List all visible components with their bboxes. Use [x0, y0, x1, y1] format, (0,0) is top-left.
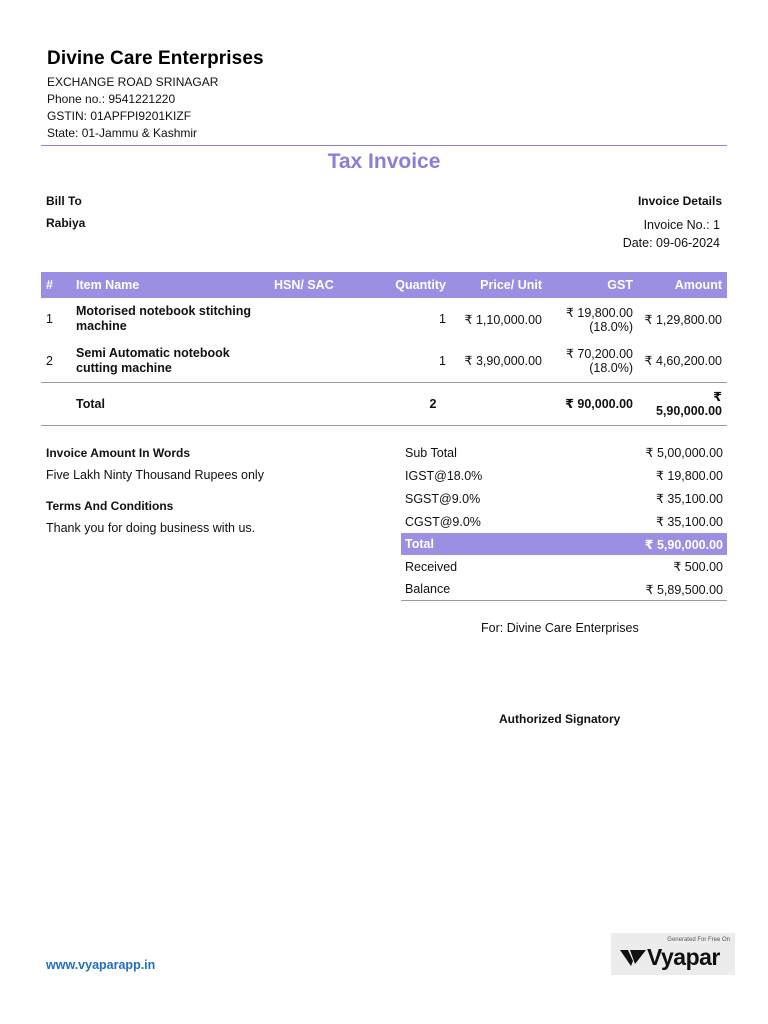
total-amount	[637, 382, 727, 425]
summary-row-subtotal	[401, 441, 727, 464]
summary-row-received	[401, 555, 727, 578]
header-divider	[41, 145, 727, 146]
company-gstin: GSTIN: 01APFPI9201KIZF	[47, 109, 192, 123]
summary-label: SGST@9.0%	[405, 491, 481, 506]
total-num-cell	[41, 382, 72, 425]
invoice-details-heading: Invoice Details	[637, 194, 722, 208]
company-phone: Phone no.: 9541221220	[47, 92, 176, 106]
row-item-name: Semi Automatic notebook cutting machine	[76, 345, 230, 375]
company-name: Divine Care Enterprises	[47, 48, 264, 69]
summary-value: ₹ 19,800.00	[655, 469, 723, 483]
row-num: 2	[46, 353, 53, 368]
table-header-row	[41, 272, 727, 298]
summary-value: ₹ 35,100.00	[655, 492, 723, 506]
vyapar-logo	[611, 933, 735, 975]
summary-row-cgst	[401, 510, 727, 533]
row-amount: ₹ 1,29,800.00	[644, 312, 722, 327]
company-header	[47, 48, 264, 140]
items-table	[41, 272, 727, 426]
row-gst-amount: ₹ 70,200.00	[565, 347, 633, 362]
terms-text: Thank you for doing business with us.	[46, 521, 256, 535]
authorized-signatory: Authorized Signatory	[499, 712, 621, 726]
header-hsn: HSN/ SAC	[270, 272, 350, 298]
bill-to-heading: Bill To	[46, 194, 82, 208]
row-num: 1	[46, 312, 53, 326]
summary-value: ₹ 5,00,000.00	[645, 446, 723, 460]
summary-label: CGST@9.0%	[405, 514, 481, 529]
brand-tagline: Generated For Free On	[667, 937, 730, 943]
total-label: Total	[72, 382, 270, 425]
summary-value: ₹ 5,90,000.00	[644, 537, 723, 552]
row-hsn	[270, 340, 350, 382]
summary-table	[401, 441, 727, 601]
summary-label: Sub Total	[405, 445, 457, 460]
summary-value: ₹ 500.00	[673, 560, 723, 574]
vyapar-mark-icon	[619, 948, 647, 968]
row-price: ₹ 3,90,000.00	[464, 354, 542, 369]
row-price: ₹ 1,10,000.00	[464, 312, 542, 327]
table-row	[41, 298, 727, 340]
company-state: State: 01-Jammu & Kashmir	[47, 126, 198, 140]
summary-row-balance	[401, 578, 727, 601]
header-item-name: Item Name	[72, 272, 270, 298]
summary-row-igst	[401, 464, 727, 487]
row-hsn	[270, 298, 350, 340]
row-gst	[546, 340, 637, 382]
row-amount: ₹ 4,60,200.00	[644, 354, 722, 369]
summary-value: ₹ 5,89,500.00	[645, 582, 723, 597]
row-quantity: 1	[439, 312, 446, 326]
brand-name: Vyapar	[647, 944, 720, 970]
bill-to-name: Rabiya	[46, 216, 86, 230]
header-gst: GST	[546, 272, 637, 298]
website-link[interactable]: www.vyaparapp.in	[46, 958, 156, 972]
total-hsn-cell	[270, 382, 350, 425]
for-company: For: Divine Care Enterprises	[481, 621, 639, 635]
header-num: #	[41, 272, 72, 298]
row-item-name: Motorised notebook stitching machine	[76, 304, 251, 333]
company-address: EXCHANGE ROAD SRINAGAR	[47, 75, 219, 89]
total-amount-symbol: ₹	[713, 390, 722, 404]
summary-label: Received	[405, 559, 458, 574]
header-price: Price/ Unit	[450, 272, 546, 298]
amount-in-words: Five Lakh Ninty Thousand Rupees only	[46, 468, 264, 482]
summary-label: Total	[405, 537, 434, 551]
total-quantity: 2	[350, 382, 450, 425]
summary-value: ₹ 35,100.00	[655, 515, 723, 529]
row-gst-percent: (18.0%)	[589, 319, 633, 334]
invoice-number: Invoice No.: 1	[643, 218, 720, 232]
total-gst: ₹ 90,000.00	[546, 382, 637, 425]
total-amount-value: 5,90,000.00	[655, 404, 722, 418]
summary-row-sgst	[401, 487, 727, 510]
row-gst-percent: (18.0%)	[589, 361, 633, 376]
row-gst	[546, 298, 637, 340]
header-amount: Amount	[637, 272, 727, 298]
terms-heading: Terms And Conditions	[46, 499, 174, 513]
header-quantity: Quantity	[350, 272, 450, 298]
row-gst-amount: ₹ 19,800.00	[565, 305, 633, 320]
table-row	[41, 340, 727, 382]
row-quantity: 1	[439, 353, 446, 368]
total-price-cell	[450, 382, 546, 425]
invoice-date: Date: 09-06-2024	[622, 236, 720, 250]
amount-in-words-heading: Invoice Amount In Words	[46, 446, 191, 460]
table-total-row	[41, 382, 727, 425]
summary-row-total	[401, 533, 727, 555]
invoice-title: Tax Invoice	[327, 150, 441, 173]
summary-label: IGST@18.0%	[405, 468, 483, 483]
summary-label: Balance	[405, 582, 451, 596]
